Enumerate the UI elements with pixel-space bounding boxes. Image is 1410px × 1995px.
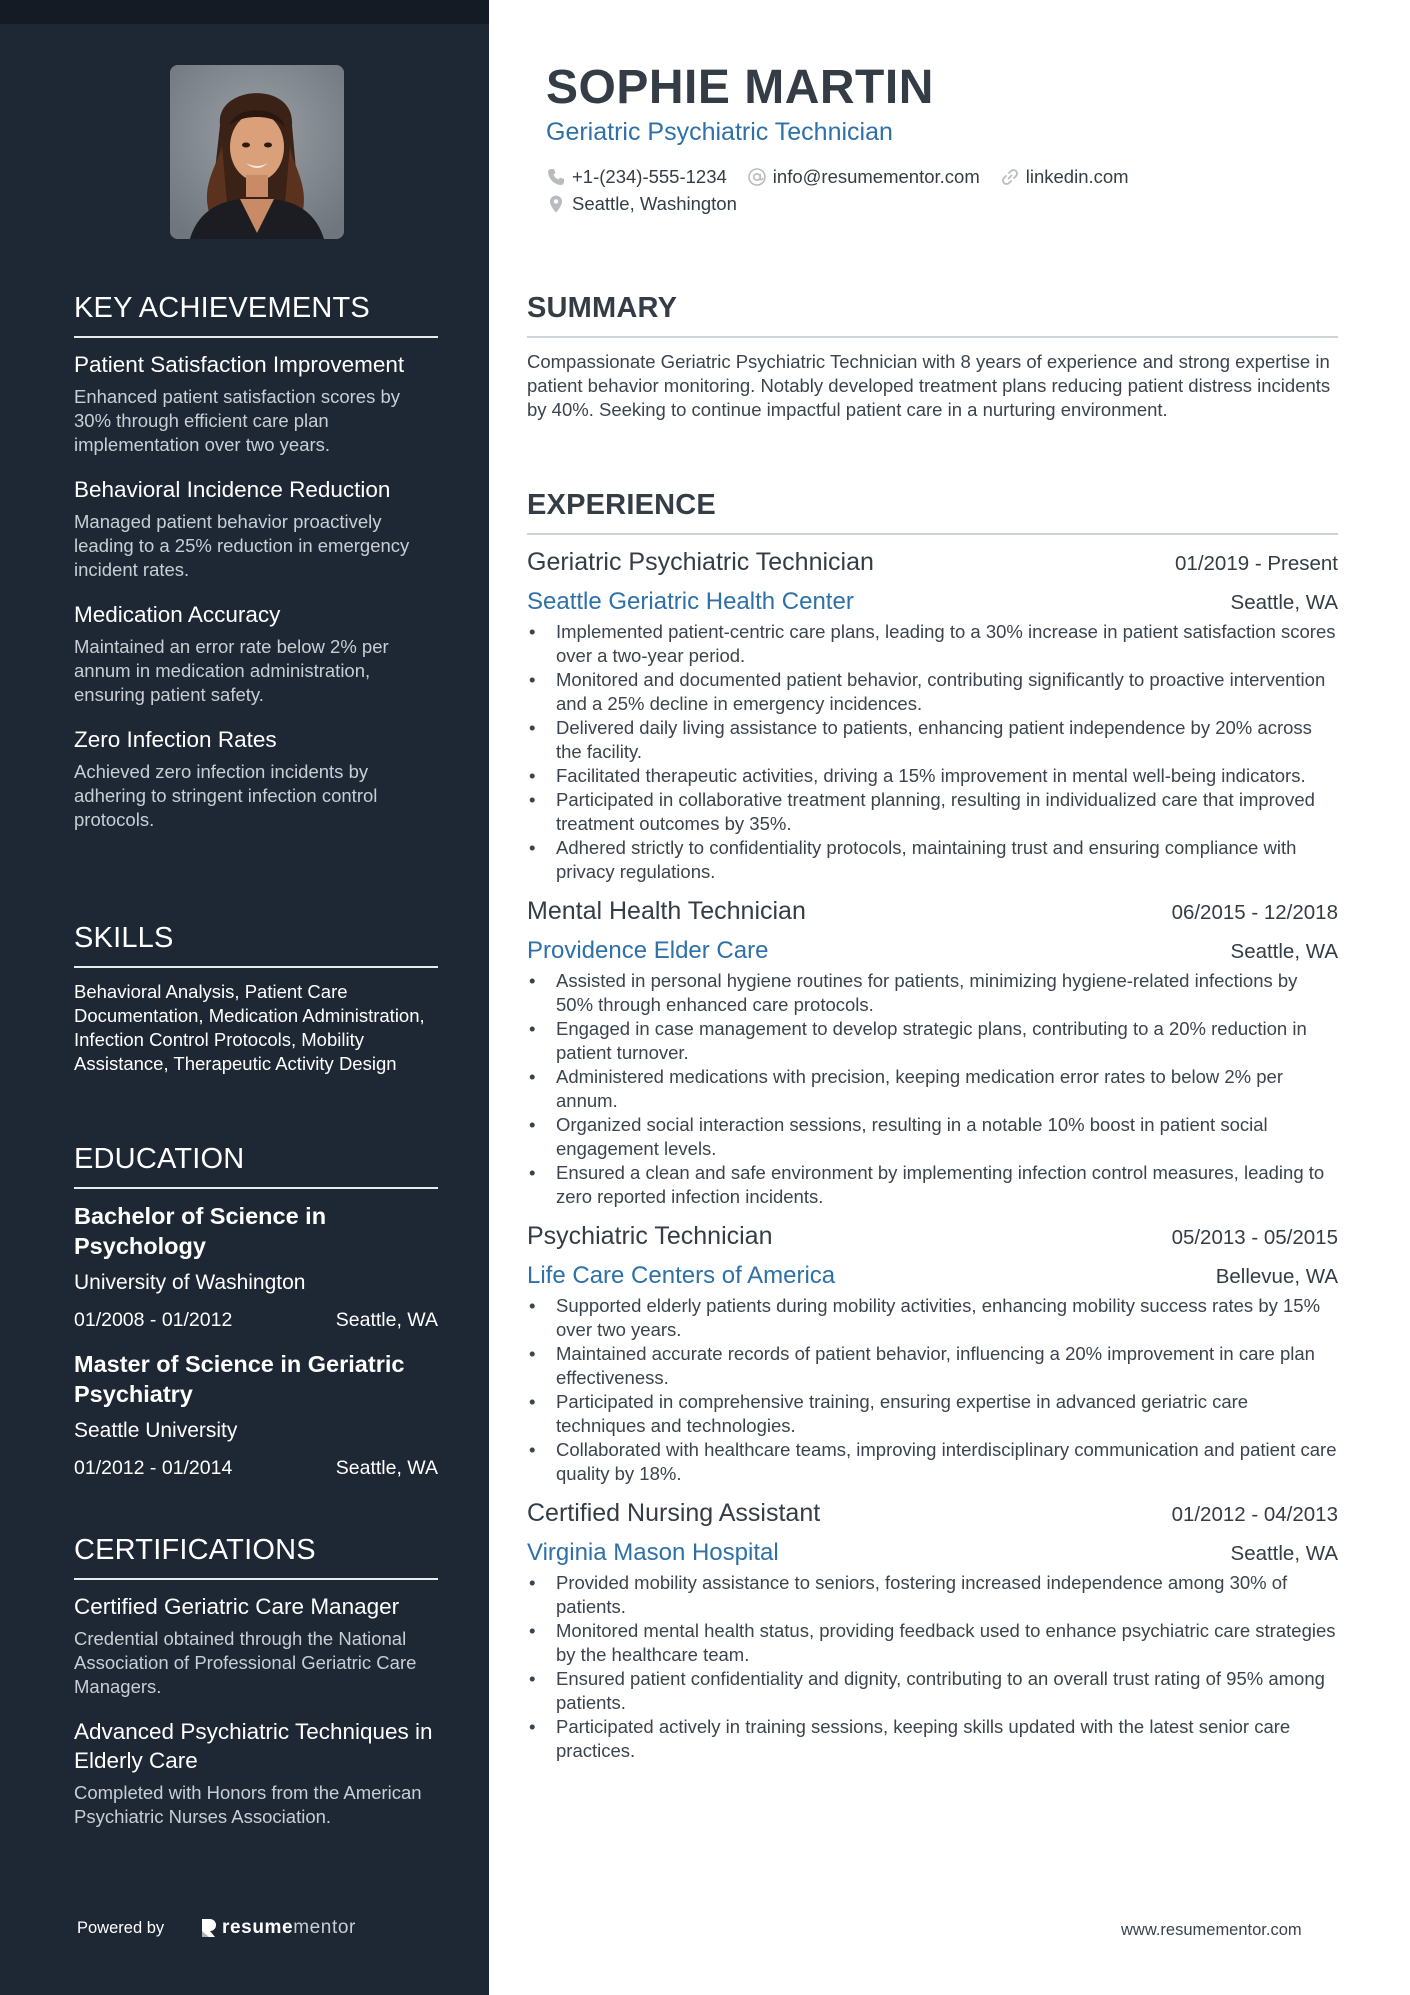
certifications-section [74,1532,438,1847]
job-role: Certified Nursing Assistant [527,1499,821,1527]
achievement-desc: Enhanced patient satisfaction scores by 30% through efficient care plan implementation over two years. [74,386,400,455]
map-pin-icon [546,194,566,214]
job-location: Seattle, WA [1230,1542,1338,1565]
education-heading: EDUCATION [74,1141,438,1189]
job-bullet: • Administered medications with precision, keeping medication error rates to below 2% per annum. [527,1065,1338,1113]
job-location: Bellevue, WA [1215,1265,1338,1288]
education-school: University of Washington [74,1271,306,1294]
education-degree: Master of Science in Geriatric Psychiatry [74,1351,405,1407]
job-bullet: • Monitored and documented patient behavior, contributing significantly to proactive intervention and a 25% decline in emergency incidences. [527,668,1338,716]
resumementor-logo-icon [200,1918,216,1938]
candidate-name: SOPHIE MARTIN [546,61,934,114]
contact-row-2 [546,192,757,216]
logo-text-resume: resume [222,1917,294,1938]
achievement-title: Behavioral Incidence Reduction [74,477,391,502]
experience-section [527,487,1338,1775]
education-item [74,1201,438,1333]
job-bullets [527,969,1338,1209]
education-section [74,1141,438,1497]
job-bullets [527,620,1338,884]
job-role: Psychiatric Technician [527,1222,773,1250]
job-bullet: • Participated in collaborative treatment planning, resulting in individualized care that improved treatment outcomes by 35%. [527,788,1338,836]
achievement-title: Medication Accuracy [74,602,281,627]
job-bullet: • Maintained accurate records of patient behavior, influencing a 20% improvement in care plan effectiveness. [527,1342,1338,1390]
achievement-desc: Maintained an error rate below 2% per annum in medication administration, ensuring patient safety. [74,636,389,705]
achievement-item [74,600,438,707]
education-location: Seattle, WA [335,1309,438,1331]
skills-list: Behavioral Analysis, Patient Care Documentation, Medication Administration, Infection Control Protocols, Mobility Assistance, Therapeutic Activity Design [74,981,425,1074]
job-bullet: • Adhered strictly to confidentiality protocols, maintaining trust and ensuring compliance with privacy regulations. [527,836,1338,884]
skills-section [74,920,438,1076]
summary-text: Compassionate Geriatric Psychiatric Technician with 8 years of experience and strong expertise in patient behavior monitoring. Notably developed treatment plans reducing patient distress incidents by 40%. Seeking to continue impactful patient care in a nurturing environment. [527,351,1331,420]
contact-email[interactable] [747,165,980,189]
job-bullet: • Organized social interaction sessions, resulting in a notable 10% boost in patient social engagement levels. [527,1113,1338,1161]
job-bullet: • Assisted in personal hygiene routines for patients, minimizing hygiene-related infections by 50% through enhanced care protocols. [527,969,1338,1017]
certification-title: Certified Geriatric Care Manager [74,1594,400,1619]
job-bullet: • Facilitated therapeutic activities, driving a 15% improvement in mental well-being indicators. [527,764,1338,788]
summary-heading: SUMMARY [527,290,1338,338]
certification-desc: Credential obtained through the National Association of Professional Geriatric Care Managers. [74,1628,417,1697]
achievement-item [74,350,438,457]
phone-icon [546,167,566,187]
job-bullet: • Participated actively in training sessions, keeping skills updated with the latest senior care practices. [527,1715,1338,1763]
education-degree: Bachelor of Science in Psychology [74,1203,327,1259]
job-bullet: • Monitored mental health status, providing feedback used to enhance psychiatric care strategies by the healthcare team. [527,1619,1338,1667]
powered-by-label: Powered by [77,1919,165,1937]
profile-photo [170,65,344,239]
job-entry [527,547,1338,884]
job-entry [527,1221,1338,1486]
logo-text-mentor: mentor [293,1917,356,1938]
achievement-desc: Managed patient behavior proactively leading to a 25% reduction in emergency incident rates. [74,511,410,580]
sidebar [0,0,489,1995]
certification-desc: Completed with Honors from the American Psychiatric Nurses Association. [74,1782,422,1827]
job-dates: 01/2019 - Present [1175,552,1338,575]
link-icon [1000,167,1020,187]
education-dates: 01/2008 - 01/2012 [74,1309,233,1331]
education-dates: 01/2012 - 01/2014 [74,1457,233,1479]
job-company: Life Care Centers of America [527,1262,836,1289]
job-bullet: • Ensured a clean and safe environment by implementing infection control measures, leading to zero reported infection incidents. [527,1161,1338,1209]
achievement-item [74,475,438,582]
phone-text: +1-(234)-555-1234 [572,166,727,187]
certification-title: Advanced Psychiatric Techniques in Elderly Care [74,1719,433,1773]
linkedin-text: linkedin.com [1025,166,1129,187]
job-location: Seattle, WA [1230,940,1338,963]
job-role: Mental Health Technician [527,897,806,925]
certifications-heading: CERTIFICATIONS [74,1532,438,1580]
job-bullet: • Participated in comprehensive training, ensuring expertise in advanced geriatric care techniques and technologies. [527,1390,1338,1438]
location-text: Seattle, Washington [572,193,737,214]
job-company: Seattle Geriatric Health Center [527,588,854,615]
job-bullet: • Delivered daily living assistance to patients, enhancing patient independence by 20% across the facility. [527,716,1338,764]
resumementor-logo[interactable] [200,1917,356,1939]
job-dates: 05/2013 - 05/2015 [1171,1226,1338,1249]
avatar-illustration [170,65,344,239]
job-bullets [527,1294,1338,1486]
at-sign-icon [747,167,767,187]
achievement-item [74,725,438,832]
job-location: Seattle, WA [1230,591,1338,614]
summary-section [527,290,1338,422]
contact-linkedin[interactable] [1000,165,1129,189]
education-location: Seattle, WA [335,1457,438,1479]
sidebar-top-bar [0,0,489,24]
job-bullet: • Supported elderly patients during mobility activities, enhancing mobility success rates by 15% over two years. [527,1294,1338,1342]
achievement-title: Patient Satisfaction Improvement [74,352,405,377]
job-dates: 06/2015 - 12/2018 [1171,901,1338,924]
job-bullet: • Ensured patient confidentiality and dignity, contributing to an overall trust rating of 95% among patients. [527,1667,1338,1715]
footer-website-link[interactable]: www.resumementor.com [1121,1921,1302,1939]
job-bullet: • Provided mobility assistance to seniors, fostering increased independence among 30% of patients. [527,1571,1338,1619]
key-achievements-heading: KEY ACHIEVEMENTS [74,290,438,338]
job-company: Virginia Mason Hospital [527,1539,779,1566]
key-achievements-section [74,290,438,850]
education-item [74,1349,438,1481]
job-role: Geriatric Psychiatric Technician [527,548,874,576]
job-bullet: • Implemented patient-centric care plans, leading to a 30% increase in patient satisfaction scores over a two-year period. [527,620,1338,668]
job-bullet: • Collaborated with healthcare teams, improving interdisciplinary communication and patient care quality by 18%. [527,1438,1338,1486]
job-bullets [527,1571,1338,1763]
candidate-title: Geriatric Psychiatric Technician [546,118,893,146]
education-school: Seattle University [74,1419,238,1442]
contact-location [546,192,737,216]
certification-item [74,1592,438,1699]
contact-phone[interactable] [546,165,727,189]
email-text: info@resumementor.com [772,166,980,187]
job-dates: 01/2012 - 04/2013 [1171,1503,1338,1526]
achievement-title: Zero Infection Rates [74,727,277,752]
skills-heading: SKILLS [74,920,438,968]
contact-row-1 [546,165,1149,189]
achievement-desc: Achieved zero infection incidents by adhering to stringent infection control protocols. [74,761,378,830]
certification-item [74,1717,438,1829]
job-entry [527,1498,1338,1763]
experience-heading: EXPERIENCE [527,487,1338,535]
job-entry [527,896,1338,1209]
job-company: Providence Elder Care [527,937,769,964]
job-bullet: • Engaged in case management to develop strategic plans, contributing to a 20% reduction in patient turnover. [527,1017,1338,1065]
